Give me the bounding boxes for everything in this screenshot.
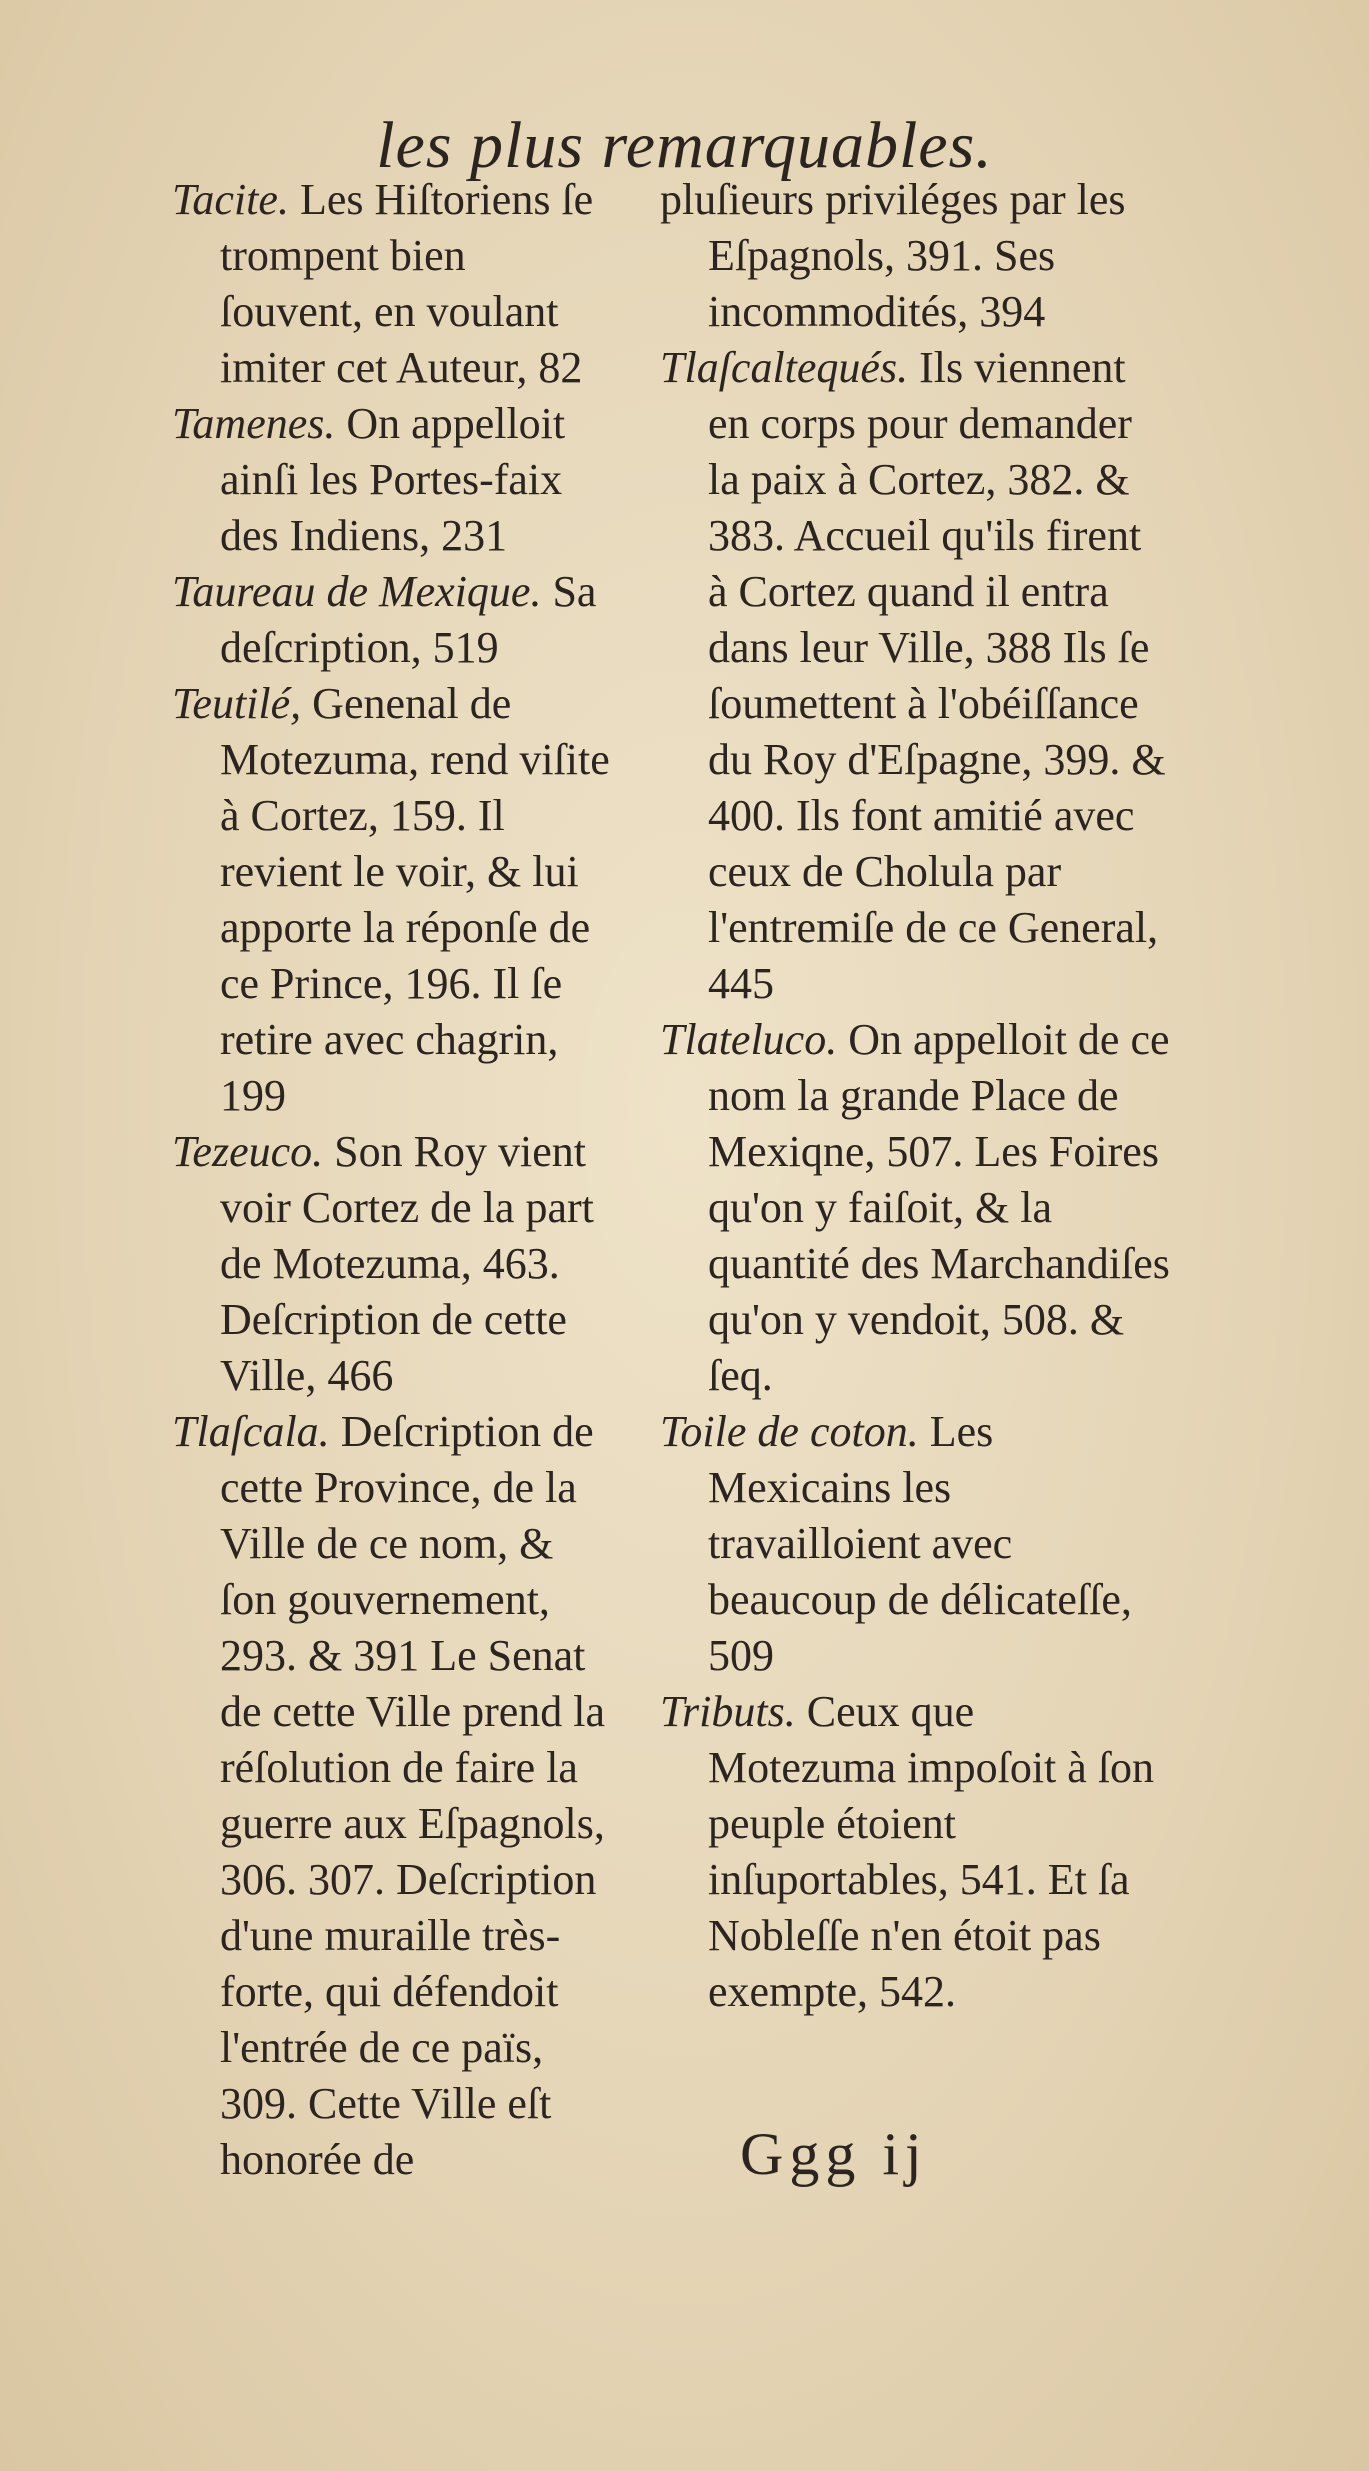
index-entry	[660, 1404, 1170, 1684]
entry-headword: Tlaſcala.	[172, 1407, 330, 1456]
index-entry	[660, 1012, 1170, 1404]
entry-text: Sa deſcription, 519	[220, 567, 597, 672]
entry-headword: Teutilé,	[172, 679, 302, 728]
entry-headword: Tezeuco.	[172, 1127, 324, 1176]
entry-text: Genenal de Motezuma, rend viſite à Cortez, 159. Il revient le voir, & lui apporte la réponſe de ce Prince, 196. Il ſe retire avec chagrin, 199	[220, 679, 610, 1120]
entry-headword: Taureau de Mexique.	[172, 567, 542, 616]
entry-headword: Tamenes.	[172, 399, 336, 448]
entry-text: Deſcription de cette Province, de la Ville de ce nom, & ſon gouvernement, 293. & 391 Le Senat de cette Ville prend la réſolution de faire la guerre aux Eſpagnols, 306. 307. Deſcription d'une muraille très-forte, qui défendoit l'entrée de ce païs, 309. Cette Ville eſt honorée de	[220, 1407, 606, 2184]
entry-text: Les Mexicains les travailloient avec beaucoup de délicateſſe, 509	[708, 1407, 1132, 1680]
entry-text: On appelloit ainſi les Portes-faix des Indiens, 231	[220, 399, 566, 560]
index-entry-continued	[660, 172, 1170, 340]
index-column-left	[172, 172, 612, 2188]
signature-mark: Ggg ij	[740, 2121, 928, 2187]
entry-text: pluſieurs priviléges par les Eſpagnols, 391. Ses incommodités, 394	[660, 175, 1126, 336]
index-entry	[660, 1684, 1170, 2020]
index-entry	[172, 1124, 612, 1404]
entry-headword: Tacite.	[172, 175, 289, 224]
entry-text: Son Roy vient voir Cortez de la part de Motezuma, 463. Deſcription de cette Ville, 466	[220, 1127, 594, 1400]
entry-text: Ceux que Motezuma impoſoit à ſon peuple étoient inſuportables, 541. Et ſa Nobleſſe n'en étoit pas exempte, 542.	[708, 1687, 1155, 2016]
entry-headword: Tlaſcaltequés.	[660, 343, 909, 392]
index-entry	[660, 340, 1170, 1012]
entry-text: Les Hiſtoriens ſe trompent bien ſouvent, en voulant imiter cet Auteur, 82	[220, 175, 594, 392]
index-entry	[172, 564, 612, 676]
index-entry	[172, 172, 612, 396]
running-header: les plus remarquables.	[376, 109, 993, 182]
index-entry	[172, 396, 612, 564]
index-entry	[172, 1404, 612, 2188]
entry-text: Ils viennent en corps pour demander la paix à Cortez, 382. & 383. Accueil qu'ils firent à Cortez quand il entra dans leur Ville, 388 Ils ſe ſoumettent à l'obéiſſance du Roy d'Eſpagne, 399. & 400. Ils font amitié avec ceux de Cholula par l'entremiſe de ce General, 445	[708, 343, 1166, 1008]
entry-headword: Tributs.	[660, 1687, 796, 1736]
entry-headword: Toile de coton.	[660, 1407, 919, 1456]
entry-headword: Tlateluco.	[660, 1015, 838, 1064]
entry-text: On appelloit de ce nom la grande Place de Mexiqne, 507. Les Foires qu'on y faiſoit, & la quantité des Marchandiſes qu'on y vendoit, 508. & ſeq.	[708, 1015, 1170, 1400]
index-entry	[172, 676, 612, 1124]
index-column-right	[660, 172, 1170, 2020]
